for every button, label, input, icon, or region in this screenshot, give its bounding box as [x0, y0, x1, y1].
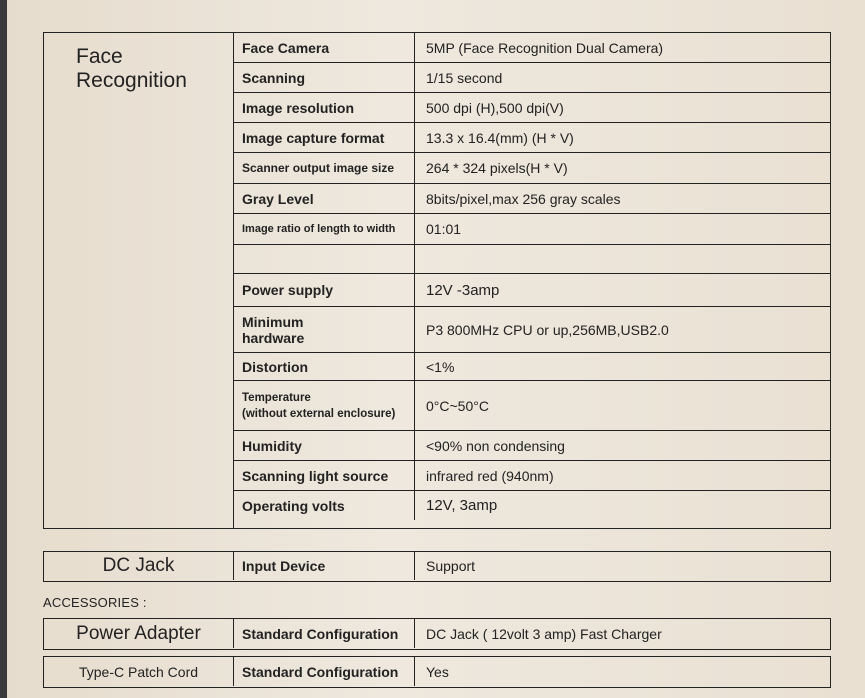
- power-adapter-table: [43, 618, 831, 650]
- dc-jack-value: Support: [426, 558, 476, 574]
- row-value: infrared red (940nm): [426, 467, 554, 484]
- row-value: 5MP (Face Recognition Dual Camera): [426, 39, 664, 56]
- power-adapter-category: Power Adapter: [44, 619, 234, 648]
- row-value: 0°C~50°C: [426, 397, 489, 414]
- row-label: Minimum hardware: [234, 307, 415, 352]
- row-label: [234, 245, 415, 273]
- row-value: 264 * 324 pixels(H * V): [426, 160, 568, 176]
- spec-category-title: Face Recognition: [76, 45, 187, 92]
- row-value: 500 dpi (H),500 dpi(V): [426, 99, 564, 116]
- row-value: 12V, 3amp: [426, 497, 498, 514]
- row-label: Power supply: [234, 274, 415, 306]
- table-row: [234, 92, 830, 122]
- spec-rows: [234, 33, 830, 520]
- power-adapter-value: DC Jack ( 12volt 3 amp) Fast Charger: [426, 625, 662, 642]
- patch-cord-table: [43, 656, 831, 688]
- row-label: Image ratio of length to width: [234, 214, 415, 244]
- table-row: [234, 380, 830, 430]
- row-value: 1/15 second: [426, 69, 503, 86]
- row-label: Face Camera: [234, 33, 415, 62]
- row-value: 8bits/pixel,max 256 gray scales: [426, 190, 621, 207]
- accessories-heading: ACCESSORIES :: [43, 595, 147, 610]
- row-label: Image resolution: [234, 93, 415, 122]
- row-label: Temperature (without external enclosure): [234, 381, 415, 430]
- row-value: [415, 245, 830, 273]
- row-label: Scanning: [234, 63, 415, 92]
- table-row: [234, 33, 830, 62]
- table-row: [234, 430, 830, 460]
- row-label: Scanner output image size: [234, 153, 415, 183]
- row-value: 01:01: [426, 221, 462, 237]
- table-row: [234, 62, 830, 92]
- dc-jack-label: Input Device: [234, 552, 415, 580]
- table-row: [234, 122, 830, 152]
- row-label: Image capture format: [234, 123, 415, 152]
- window-edge: [0, 0, 7, 698]
- table-row: [234, 490, 830, 520]
- power-adapter-label: Standard Configuration: [234, 619, 415, 648]
- row-value: <90% non condensing: [426, 437, 565, 454]
- patch-cord-value: Yes: [426, 663, 449, 680]
- row-value: <1%: [426, 358, 455, 375]
- dc-jack-category: DC Jack: [44, 552, 234, 580]
- table-row: [234, 460, 830, 490]
- row-value: P3 800MHz CPU or up,256MB,USB2.0: [426, 321, 669, 338]
- table-row: [234, 213, 830, 244]
- row-label: Scanning light source: [234, 461, 415, 490]
- spec-category-cell: [44, 33, 234, 528]
- patch-cord-category: Type-C Patch Cord: [44, 657, 234, 686]
- patch-cord-label: Standard Configuration: [234, 657, 415, 686]
- spec-table: [43, 32, 831, 529]
- table-row: [234, 352, 830, 380]
- table-row: [234, 152, 830, 183]
- row-label: Operating volts: [234, 491, 415, 520]
- table-row: [44, 552, 830, 580]
- table-row: [234, 183, 830, 213]
- table-row: [44, 657, 830, 686]
- table-row: [44, 619, 830, 648]
- table-row: [234, 273, 830, 306]
- row-label: Distortion: [234, 353, 415, 380]
- row-value: 12V -3amp: [426, 281, 500, 299]
- row-label: Humidity: [234, 431, 415, 460]
- row-value: 13.3 x 16.4(mm) (H * V): [426, 129, 574, 146]
- table-row: [234, 306, 830, 352]
- row-label: Gray Level: [234, 184, 415, 213]
- dc-jack-table: [43, 551, 831, 582]
- table-row: [234, 244, 830, 273]
